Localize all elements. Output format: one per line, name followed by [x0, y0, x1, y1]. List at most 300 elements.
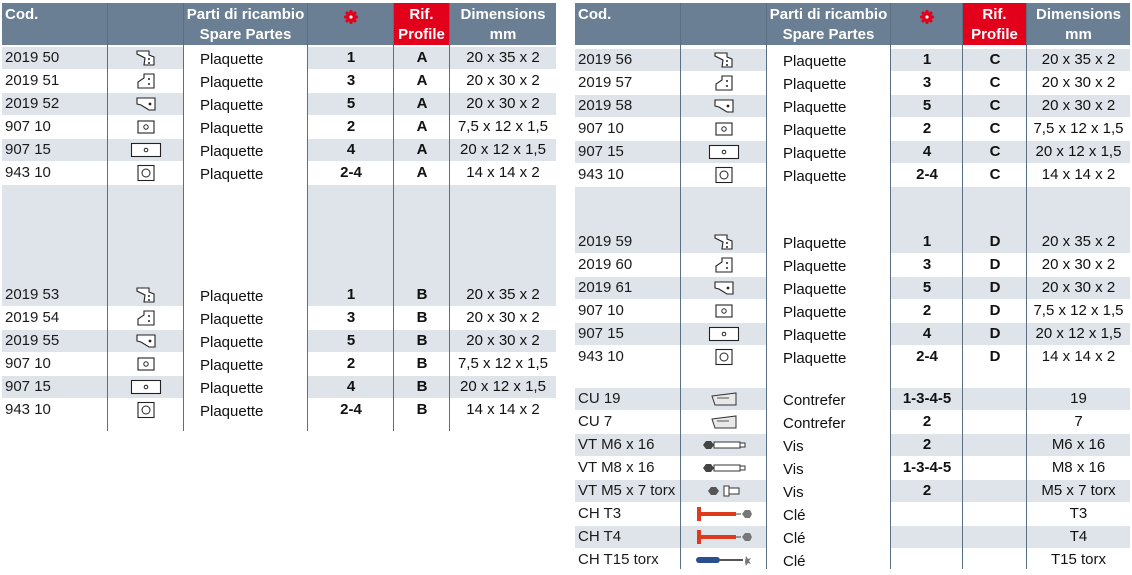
part-code: CH T4 [575, 526, 681, 548]
profile-ref: D [989, 302, 1001, 319]
part-symbol: 2 [891, 480, 963, 502]
part-code: 907 15 [575, 323, 681, 345]
part-code: 2019 54 [5, 309, 60, 326]
header-parts [767, 3, 891, 45]
part-dimensions: 7,5 x 12 x 1,5 [1033, 302, 1124, 319]
part-code: 2019 50 [2, 47, 108, 69]
profile-ref [963, 457, 1027, 479]
small-square-insert-icon [136, 119, 156, 135]
part-symbol: 1 [308, 47, 394, 69]
part-symbol: 2 [891, 434, 963, 456]
part-symbol: 1-3-4-5 [891, 388, 963, 410]
part-code: 2019 52 [2, 93, 108, 115]
profile-ref: A [416, 164, 428, 181]
part-symbol: 2 [922, 302, 932, 319]
profile-ref: B [394, 376, 450, 398]
part-name: Plaquette [200, 334, 264, 351]
part-name: Clé [783, 530, 806, 547]
part-name: Plaquette [783, 53, 847, 70]
part-name: Plaquette [200, 120, 264, 137]
profile-ref [963, 480, 1027, 502]
column-divider [890, 3, 891, 569]
profile-ref: C [963, 141, 1027, 163]
insert-profile-5-icon [135, 332, 157, 350]
part-symbol: 3 [922, 256, 932, 273]
table-row [575, 72, 1130, 94]
part-image [681, 526, 767, 548]
profile-ref: D [989, 256, 1001, 273]
header-text: Dimensions [460, 6, 546, 23]
profile-ref [963, 526, 1027, 548]
insert-profile-5-icon [135, 95, 157, 113]
insert-profile-5-icon [713, 97, 735, 115]
table-row [575, 254, 1130, 276]
table-row [2, 330, 556, 352]
part-code: 907 15 [2, 376, 108, 398]
header-text: Dimensions [1035, 6, 1122, 23]
part-dimensions: 14 x 14 x 2 [466, 401, 540, 418]
profile-ref: D [989, 348, 1001, 365]
part-dimensions: M8 x 16 [1051, 459, 1106, 476]
counter-blade-icon [707, 413, 741, 431]
part-image [681, 457, 767, 479]
part-image [681, 72, 767, 94]
part-image [108, 93, 184, 115]
part-symbol: 3 [346, 72, 356, 89]
blank-shaded-cell [394, 185, 450, 284]
part-dimensions: T15 torx [1050, 551, 1107, 568]
part-code: 943 10 [5, 164, 51, 181]
part-image [681, 434, 767, 456]
table-row [2, 307, 556, 329]
part-symbol: 4 [308, 139, 394, 161]
part-image [108, 70, 184, 92]
column-divider [107, 3, 108, 431]
header-rif-profile [394, 3, 450, 45]
column-divider [962, 3, 963, 569]
table-row [2, 376, 556, 398]
part-symbol: 5 [891, 277, 963, 299]
insert-profile-5-icon [713, 279, 735, 297]
part-code: 2019 51 [5, 72, 60, 89]
part-name: Plaquette [200, 51, 264, 68]
header-text: mm [1065, 26, 1092, 43]
profile-ref: C [989, 166, 1001, 183]
table-row [2, 284, 556, 306]
part-image [108, 139, 184, 161]
column-divider [766, 3, 767, 569]
header-cod [2, 3, 108, 45]
red-gear-icon [343, 9, 359, 45]
table-row [2, 47, 556, 69]
counter-blade-icon [707, 390, 741, 408]
part-name: Plaquette [783, 168, 847, 185]
red-gear-icon [919, 9, 935, 45]
part-dimensions: 7,5 x 12 x 1,5 [1033, 120, 1124, 137]
blank-shaded-cell [450, 185, 556, 284]
part-image [681, 95, 767, 117]
insert-profile-1-icon [713, 233, 735, 251]
profile-ref: D [963, 277, 1027, 299]
part-dimensions: T3 [1069, 505, 1088, 522]
part-name: Plaquette [783, 235, 847, 252]
part-symbol [891, 526, 963, 548]
part-name: Plaquette [200, 143, 264, 160]
profile-ref: A [416, 72, 428, 89]
part-name: Plaquette [200, 357, 264, 374]
part-image [681, 118, 767, 140]
part-code: CH T15 torx [578, 551, 659, 568]
part-name: Plaquette [783, 76, 847, 93]
part-dimensions: 19 [1027, 388, 1130, 410]
profile-ref: A [394, 139, 450, 161]
part-dimensions: 20 x 30 x 2 [466, 72, 540, 89]
part-symbol: 4 [891, 141, 963, 163]
part-code: CU 19 [575, 388, 681, 410]
part-dimensions: 14 x 14 x 2 [1041, 348, 1116, 365]
part-dimensions: 7 [1074, 413, 1083, 430]
part-name: Plaquette [783, 327, 847, 344]
part-symbol [891, 503, 963, 525]
header-text: Rif. [982, 6, 1007, 23]
profile-ref [963, 434, 1027, 456]
part-code: 907 10 [5, 355, 51, 372]
part-code: 943 10 [5, 401, 51, 418]
part-code: 907 10 [578, 120, 624, 137]
insert-profile-1-icon [135, 286, 157, 304]
torx-screw-icon [704, 483, 744, 499]
part-dimensions: 7,5 x 12 x 1,5 [457, 118, 549, 135]
part-dimensions: T4 [1027, 526, 1130, 548]
profile-ref: C [963, 49, 1027, 71]
small-square-insert-icon [714, 121, 734, 137]
part-image [681, 480, 767, 502]
table-row [575, 118, 1130, 140]
part-image [681, 254, 767, 276]
part-symbol: 2-4 [916, 166, 938, 183]
t-handle-key-icon [694, 528, 754, 546]
wide-rect-insert-icon [708, 144, 740, 160]
part-image [108, 47, 184, 69]
part-name: Plaquette [783, 258, 847, 275]
column-divider [307, 3, 308, 431]
table-row [575, 346, 1130, 368]
part-symbol: 3 [922, 74, 932, 91]
part-dimensions: 20 x 35 x 2 [1027, 49, 1130, 71]
table-row [575, 526, 1130, 548]
part-symbol: 4 [891, 323, 963, 345]
part-image [108, 353, 184, 375]
part-code: CH T3 [578, 505, 622, 522]
part-dimensions: 20 x 12 x 1,5 [1027, 141, 1130, 163]
part-dimensions: 20 x 30 x 2 [450, 93, 556, 115]
table-row [2, 70, 556, 92]
table-row [2, 162, 556, 184]
blank-shaded-cell [575, 187, 681, 231]
table-row [575, 503, 1130, 525]
part-image [108, 330, 184, 352]
blank-shaded-cell [1027, 187, 1130, 231]
header-text: Cod. [578, 6, 612, 23]
header-symbol [308, 3, 394, 45]
wide-rect-insert-icon [708, 326, 740, 342]
table-row [575, 95, 1130, 117]
part-name: Plaquette [200, 166, 264, 183]
part-name: Plaquette [783, 145, 847, 162]
part-code: 2019 53 [2, 284, 108, 306]
part-dimensions: 14 x 14 x 2 [466, 164, 540, 181]
profile-ref: B [394, 284, 450, 306]
table-row [575, 231, 1130, 253]
table-row [575, 277, 1130, 299]
table-row [575, 164, 1130, 186]
blank-shaded-cell [2, 185, 108, 284]
blank-shaded-cell [681, 187, 767, 231]
part-name: Contrefer [783, 415, 846, 432]
part-code: 2019 59 [575, 231, 681, 253]
part-image [681, 346, 767, 368]
part-symbol: 2 [922, 120, 932, 137]
header-parts [184, 3, 308, 45]
part-name: Clé [783, 553, 806, 570]
profile-ref: A [416, 118, 428, 135]
table-row [575, 323, 1130, 345]
part-dimensions: 20 x 30 x 2 [1041, 74, 1116, 91]
column-divider [183, 3, 184, 431]
part-symbol [891, 549, 963, 571]
part-image [681, 277, 767, 299]
blank-shaded-cell [108, 185, 184, 284]
table-row [575, 300, 1130, 322]
parts-table-left [2, 3, 556, 431]
table-row [575, 388, 1130, 410]
part-dimensions: 20 x 30 x 2 [466, 309, 540, 326]
part-name: Plaquette [783, 350, 847, 367]
part-name: Plaquette [200, 288, 264, 305]
profile-ref: D [963, 323, 1027, 345]
part-image [108, 284, 184, 306]
screw-icon [700, 438, 748, 452]
header-text: Spare Partes [199, 26, 292, 43]
blank-shaded-cell [891, 187, 963, 231]
part-code: CU 7 [578, 413, 613, 430]
part-symbol: 2-4 [340, 164, 362, 181]
table-header [2, 3, 556, 45]
part-symbol: 2 [346, 118, 356, 135]
header-dimensions [450, 3, 556, 45]
part-code: 2019 56 [575, 49, 681, 71]
profile-ref: B [416, 401, 428, 418]
part-symbol: 1 [308, 284, 394, 306]
profile-ref: B [416, 309, 428, 326]
profile-ref [963, 503, 1027, 525]
profile-ref [963, 388, 1027, 410]
part-symbol: 2 [346, 355, 356, 372]
header-text: mm [489, 26, 517, 43]
part-dimensions: 20 x 35 x 2 [450, 47, 556, 69]
part-code: 907 15 [2, 139, 108, 161]
header-image-col [108, 3, 184, 45]
square-insert-icon [714, 166, 734, 184]
header-text: Parti di ricambio [769, 6, 888, 23]
header-text: Rif. [409, 6, 434, 23]
header-text: Profile [398, 26, 445, 43]
part-code: VT M6 x 16 [575, 434, 681, 456]
profile-ref: A [394, 93, 450, 115]
part-code: VT M8 x 16 [578, 459, 655, 476]
part-name: Plaquette [783, 304, 847, 321]
profile-ref: A [394, 47, 450, 69]
square-insert-icon [136, 401, 156, 419]
part-code: 907 10 [5, 118, 51, 135]
header-cod [575, 3, 681, 45]
part-dimensions: 20 x 12 x 1,5 [450, 139, 556, 161]
table-row [575, 49, 1130, 71]
part-image [681, 549, 767, 571]
profile-ref: C [989, 120, 1001, 137]
part-name: Plaquette [200, 403, 264, 420]
profile-ref: B [394, 330, 450, 352]
part-symbol: 1 [891, 49, 963, 71]
part-dimensions: 20 x 30 x 2 [1041, 256, 1116, 273]
column-divider [449, 3, 450, 431]
header-text: Cod. [5, 6, 39, 23]
square-insert-icon [136, 164, 156, 182]
part-dimensions: M6 x 16 [1027, 434, 1130, 456]
part-image [681, 141, 767, 163]
part-symbol: 5 [308, 330, 394, 352]
part-symbol: 4 [308, 376, 394, 398]
part-dimensions: 20 x 35 x 2 [1027, 231, 1130, 253]
header-symbol [891, 3, 963, 45]
table-row [2, 353, 556, 375]
profile-ref: C [989, 74, 1001, 91]
part-code: VT M5 x 7 torx [575, 480, 681, 502]
part-name: Plaquette [200, 380, 264, 397]
table-row [575, 480, 1130, 502]
table-row [2, 399, 556, 421]
table-header [575, 3, 1130, 45]
part-code: 2019 57 [578, 74, 633, 91]
header-image-col [681, 3, 767, 45]
profile-ref [963, 411, 1027, 433]
part-code: 2019 58 [575, 95, 681, 117]
header-text: Profile [971, 26, 1018, 43]
parts-table-right [575, 3, 1130, 569]
header-rif-profile [963, 3, 1027, 45]
part-symbol: 2-4 [916, 348, 938, 365]
wide-rect-insert-icon [130, 142, 162, 158]
part-image [108, 162, 184, 184]
square-insert-icon [714, 348, 734, 366]
profile-ref [963, 549, 1027, 571]
part-dimensions: 20 x 30 x 2 [450, 330, 556, 352]
table-row [575, 141, 1130, 163]
table-row [575, 549, 1130, 571]
part-name: Plaquette [200, 74, 264, 91]
screw-icon [700, 461, 748, 475]
small-square-insert-icon [136, 356, 156, 372]
part-symbol: 3 [346, 309, 356, 326]
profile-ref: B [416, 355, 428, 372]
part-symbol: 5 [891, 95, 963, 117]
part-image [681, 503, 767, 525]
part-name: Contrefer [783, 392, 846, 409]
table-row [575, 411, 1130, 433]
part-name: Vis [783, 438, 804, 455]
part-dimensions: 20 x 35 x 2 [450, 284, 556, 306]
column-divider [1026, 3, 1027, 569]
blank-shaded-cell [963, 187, 1027, 231]
table-row [575, 434, 1130, 456]
part-name: Vis [783, 461, 804, 478]
part-code: 2019 55 [2, 330, 108, 352]
part-symbol: 2-4 [340, 401, 362, 418]
part-code: 2019 61 [575, 277, 681, 299]
column-divider [393, 3, 394, 431]
part-code: 2019 60 [578, 256, 633, 273]
part-dimensions: 20 x 30 x 2 [1027, 95, 1130, 117]
part-image [108, 116, 184, 138]
part-image [681, 388, 767, 410]
part-symbol: 1-3-4-5 [902, 459, 952, 476]
part-symbol: 2 [922, 413, 932, 430]
part-code: 907 10 [578, 302, 624, 319]
part-code: 907 15 [575, 141, 681, 163]
t-handle-key-icon [694, 505, 754, 523]
part-image [681, 411, 767, 433]
header-text: Parti di ricambio [186, 6, 305, 23]
insert-profile-3-icon [713, 74, 735, 92]
table-row [2, 139, 556, 161]
part-image [681, 49, 767, 71]
part-dimensions: 20 x 12 x 1,5 [450, 376, 556, 398]
part-image [681, 300, 767, 322]
part-name: Plaquette [200, 97, 264, 114]
insert-profile-1-icon [713, 51, 735, 69]
part-image [681, 164, 767, 186]
insert-profile-3-icon [135, 309, 157, 327]
small-square-insert-icon [714, 303, 734, 319]
table-row [2, 93, 556, 115]
part-dimensions: 7,5 x 12 x 1,5 [457, 355, 549, 372]
part-dimensions: M5 x 7 torx [1027, 480, 1130, 502]
insert-profile-3-icon [713, 256, 735, 274]
part-code: 943 10 [578, 348, 624, 365]
profile-ref: D [963, 231, 1027, 253]
part-name: Plaquette [200, 311, 264, 328]
part-symbol: 5 [308, 93, 394, 115]
header-dimensions [1027, 3, 1130, 45]
part-dimensions: 20 x 30 x 2 [1027, 277, 1130, 299]
wide-rect-insert-icon [130, 379, 162, 395]
insert-profile-3-icon [135, 72, 157, 90]
part-name: Plaquette [783, 99, 847, 116]
insert-profile-1-icon [135, 49, 157, 67]
column-divider [680, 3, 681, 569]
table-row [575, 457, 1130, 479]
part-image [108, 399, 184, 421]
part-dimensions: 20 x 12 x 1,5 [1027, 323, 1130, 345]
part-image [681, 323, 767, 345]
part-name: Plaquette [783, 122, 847, 139]
part-image [681, 231, 767, 253]
part-image [108, 376, 184, 398]
part-symbol: 1 [891, 231, 963, 253]
part-name: Plaquette [783, 281, 847, 298]
header-text: Spare Partes [782, 26, 875, 43]
profile-ref: C [963, 95, 1027, 117]
